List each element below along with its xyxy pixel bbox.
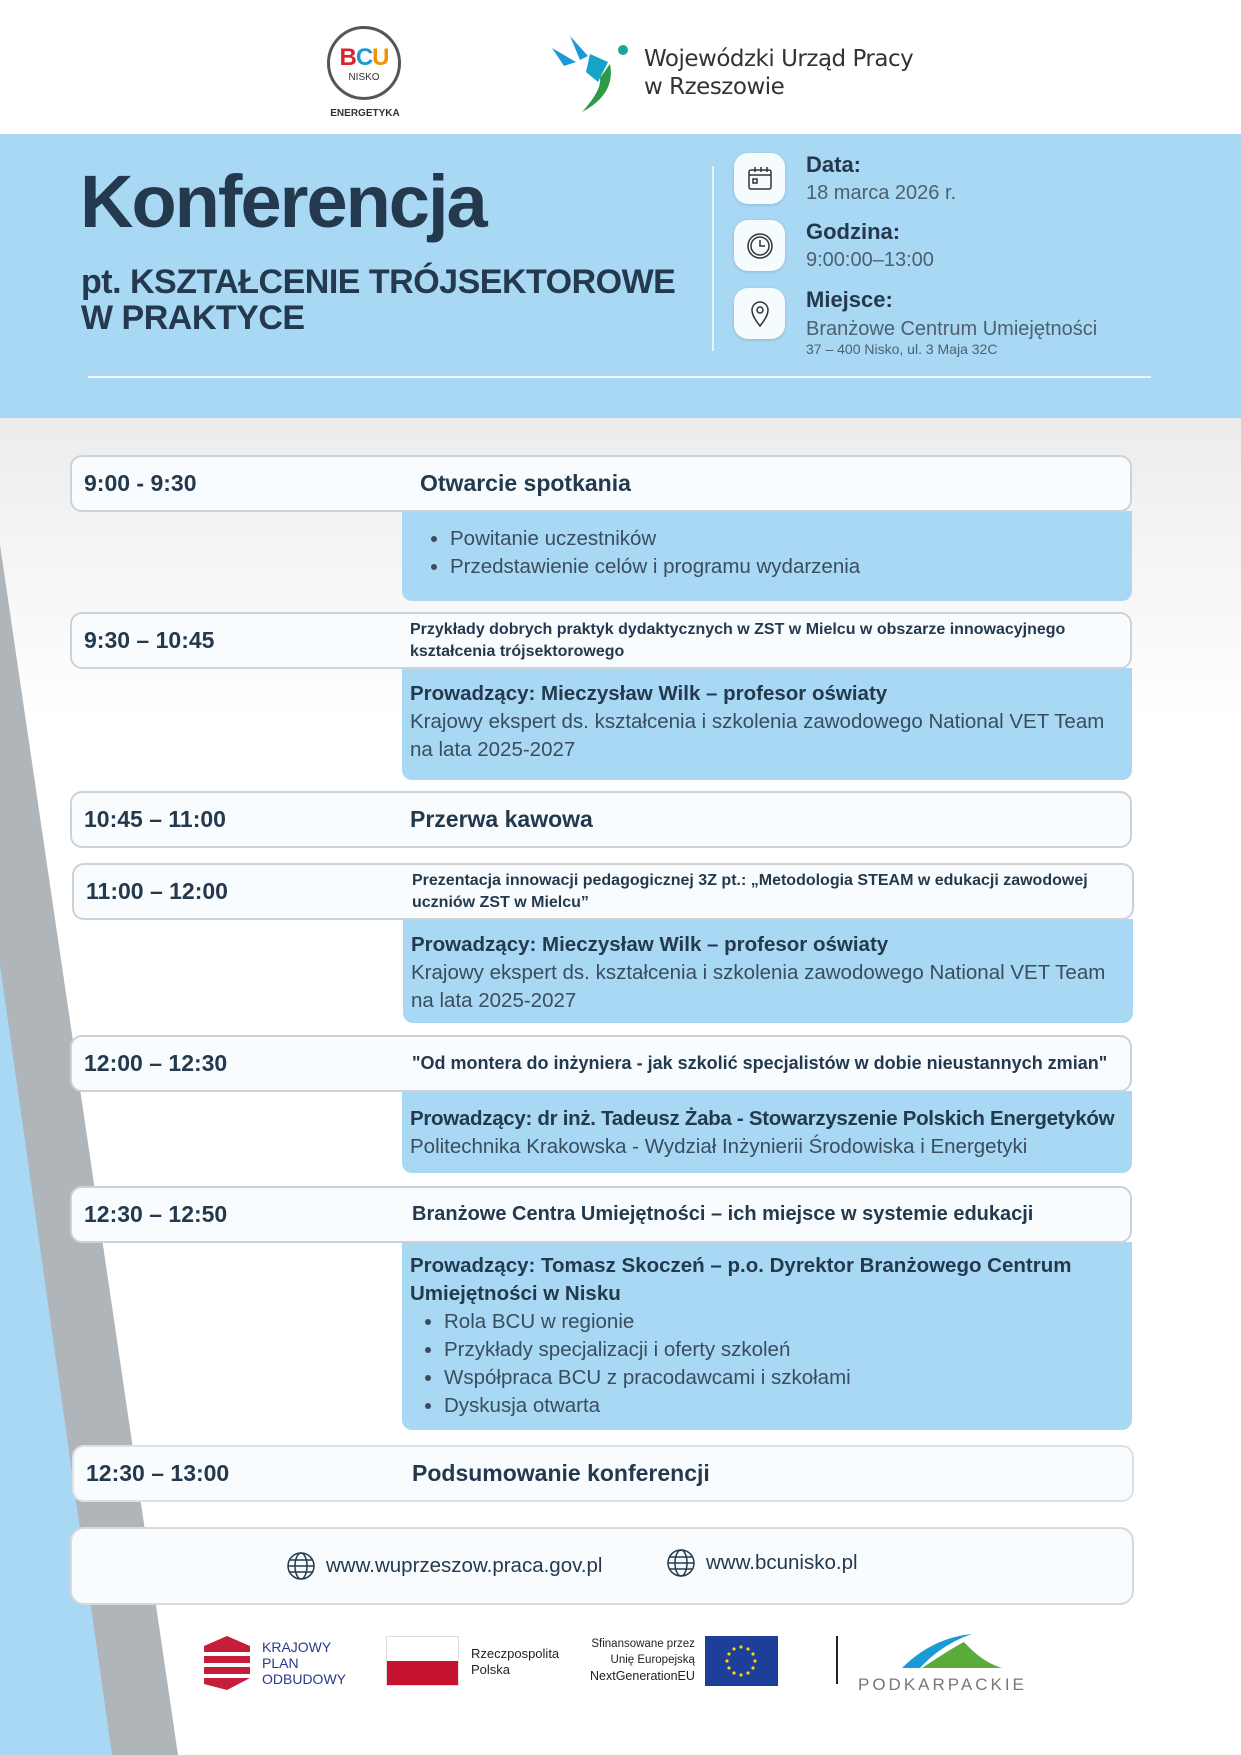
globe-icon [666, 1548, 696, 1578]
polish-flag-icon [386, 1636, 459, 1686]
bcu-logo-sub: NISKO [348, 71, 380, 83]
agenda-row-details: • Powitanie uczestników • Przedstawienie celów i programu wydarzenia [402, 511, 1132, 601]
time-label: Godzina: [806, 219, 901, 244]
agenda-row-details: Prowadzący: Tomasz Skoczeń – p.o. Dyrektor Branżowego Centrum Umiejętności w Nisku • Rola BCU w regionie • Przykłady specjalizacji i oferty szkoleń • Współpraca BCU z pracodawcami i szkołami • Dyskusja otwarta [402, 1242, 1132, 1430]
date-label: Data: [806, 152, 862, 177]
agenda-row-header: 12:30 – 12:50 Branżowe Centra Umiejętności – ich miejsce w systemie edukacji [70, 1186, 1132, 1243]
place-label: Miejsce: [806, 287, 893, 312]
divider [88, 376, 1151, 378]
rp-logo: Rzeczpospolita Polska [386, 1636, 559, 1686]
eu-flag-icon [705, 1636, 778, 1686]
place-value: Branżowe Centrum Umiejętności [806, 318, 1098, 340]
website-link-bcu[interactable]: www.bcunisko.pl [666, 1548, 858, 1578]
podkarpackie-logo: PODKARPACKIE [858, 1632, 1027, 1695]
agenda-row-details: Prowadzący: Mieczysław Wilk – profesor oświaty Krajowy ekspert ds. kształcenia i szkolenia zawodowego National VET Team na lata 2025-2027 [403, 919, 1133, 1023]
date-value: 18 marca 2026 r. [806, 182, 957, 204]
agenda-row-header: 11:00 – 12:00 Prezentacja innowacji pedagogicznej 3Z pt.: „Metodologia STEAM w edukacji zawodowej uczniów ZST w Mielcu” [72, 863, 1134, 920]
clock-icon [734, 220, 785, 271]
agenda-row-details: Prowadzący: dr inż. Tadeusz Żaba - Stowarzyszenie Polskich Energetyków Politechnika Krakowska - Wydział Inżynierii Środowiska i Energetyki [402, 1091, 1132, 1173]
wup-logo [550, 34, 913, 112]
globe-icon [286, 1551, 316, 1581]
podkarpackie-emblem-icon [872, 1632, 1012, 1670]
divider [712, 166, 714, 351]
agenda-row-header: 12:30 – 13:00 Podsumowanie konferencji [72, 1445, 1134, 1502]
agenda-row-header: 12:00 – 12:30 "Od montera do inżyniera - jak szkolić specjalistów w dobie nieustannych zmian" [70, 1035, 1132, 1092]
page-title: Konferencja [80, 160, 486, 243]
kpo-logo: KRAJOWY PLAN ODBUDOWY [204, 1636, 346, 1690]
wup-name-line2: w Rzeszowie [644, 74, 785, 100]
calendar-icon [734, 153, 785, 204]
agenda-row-header: 9:00 - 9:30 Otwarcie spotkania [70, 455, 1132, 512]
location-pin-icon [734, 288, 785, 339]
wup-name-line1: Wojewódzki Urząd Pracy [644, 46, 914, 72]
footer-links [70, 1527, 1134, 1605]
agenda-row-header: 10:45 – 11:00 Przerwa kawowa [70, 791, 1132, 848]
page-subtitle: pt. KSZTAŁCENIE TRÓJSEKTOROWE W PRAKTYCE [81, 263, 676, 337]
eu-logo: Sfinansowane przez Unię Europejską NextGenerationEU [590, 1636, 778, 1686]
website-link-wup[interactable]: www.wuprzeszow.praca.gov.pl [286, 1551, 603, 1581]
wup-bird-icon [550, 34, 630, 112]
bcu-logo [327, 26, 403, 122]
agenda-row-header: 9:30 – 10:45 Przykłady dobrych praktyk dydaktycznych w ZST w Mielcu w obszarze innowacyjnego kształcenia trójsektorowego [70, 612, 1132, 669]
agenda-row-details: Prowadzący: Mieczysław Wilk – profesor oświaty Krajowy ekspert ds. kształcenia i szkolenia zawodowego National VET Team na lata 2025-2027 [402, 668, 1132, 780]
bcu-logo-letters: BCU [339, 43, 389, 71]
divider [836, 1636, 838, 1684]
time-value: 9:00:00–13:00 [806, 249, 934, 271]
bcu-logo-caption: ENERGETYKA [330, 108, 400, 119]
kpo-emblem-icon [204, 1636, 250, 1690]
place-address: 37 – 400 Nisko, ul. 3 Maja 32C [806, 341, 998, 357]
